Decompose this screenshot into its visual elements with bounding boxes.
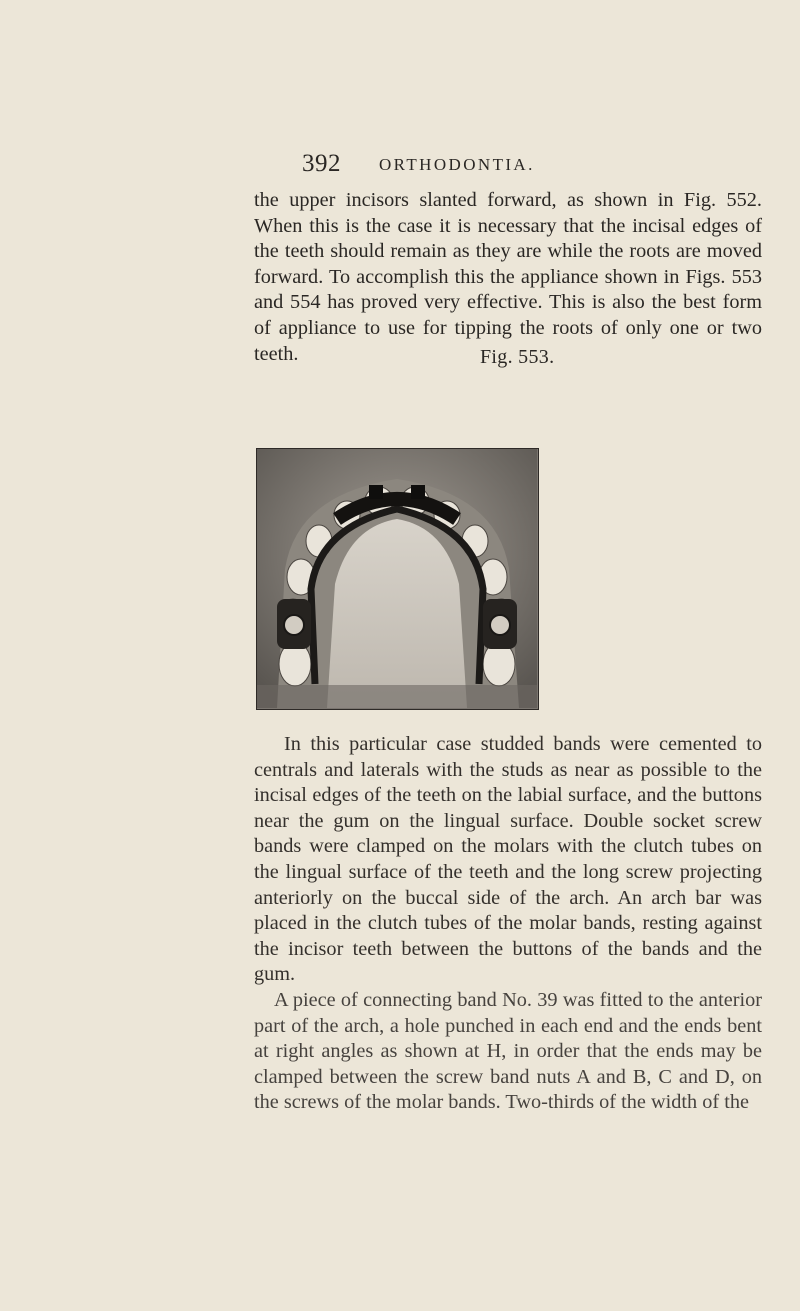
paragraph-1: the upper incisors slanted forward, as shown in Fig. 552. When this is the case it is necessary that the incisal edges of the teeth should remain as they are while the roots are moved forward. To accomplish this the appliance shown in Figs. 553 and 554 has proved very effective. This is also the best form of appliance to use for tipping the roots of only one or two teeth. (254, 189, 762, 365)
page-number: 392 (302, 150, 341, 177)
figure-photograph (256, 448, 539, 710)
paragraph-2 (254, 732, 762, 988)
running-head (0, 150, 800, 180)
running-title: ORTHODONTIA. (379, 155, 535, 174)
paragraph-3 (254, 988, 762, 1116)
dental-model-photo (257, 449, 537, 708)
paragraph-2-text: In this particular case studded bands were cemented to centrals and laterals with the studs as near as possible to the incisal edges of the teeth on the labial surface, and the buttons near the gum on the lingual surface. Double socket screw bands were clamped on the molars with the clutch tubes on the lingual surface of the teeth and the long screw projecting anteriorly on the buccal side of the arch. An arch bar was placed in the clutch tubes of the molar bands, resting against the incisor teeth between the buttons of the bands and the gum. (254, 733, 762, 986)
paragraph-3-text: A piece of connecting band No. 39 was fitted to the anterior part of the arch, a hole punched in each end and the ends bent at right angles as shown at H, in order that the ends may be clamped between the screw band nuts A and B, C and D, on the screws of the molar bands. Two-thirds of the width of the (254, 989, 762, 1114)
figure-caption: Fig. 553. (480, 346, 555, 368)
